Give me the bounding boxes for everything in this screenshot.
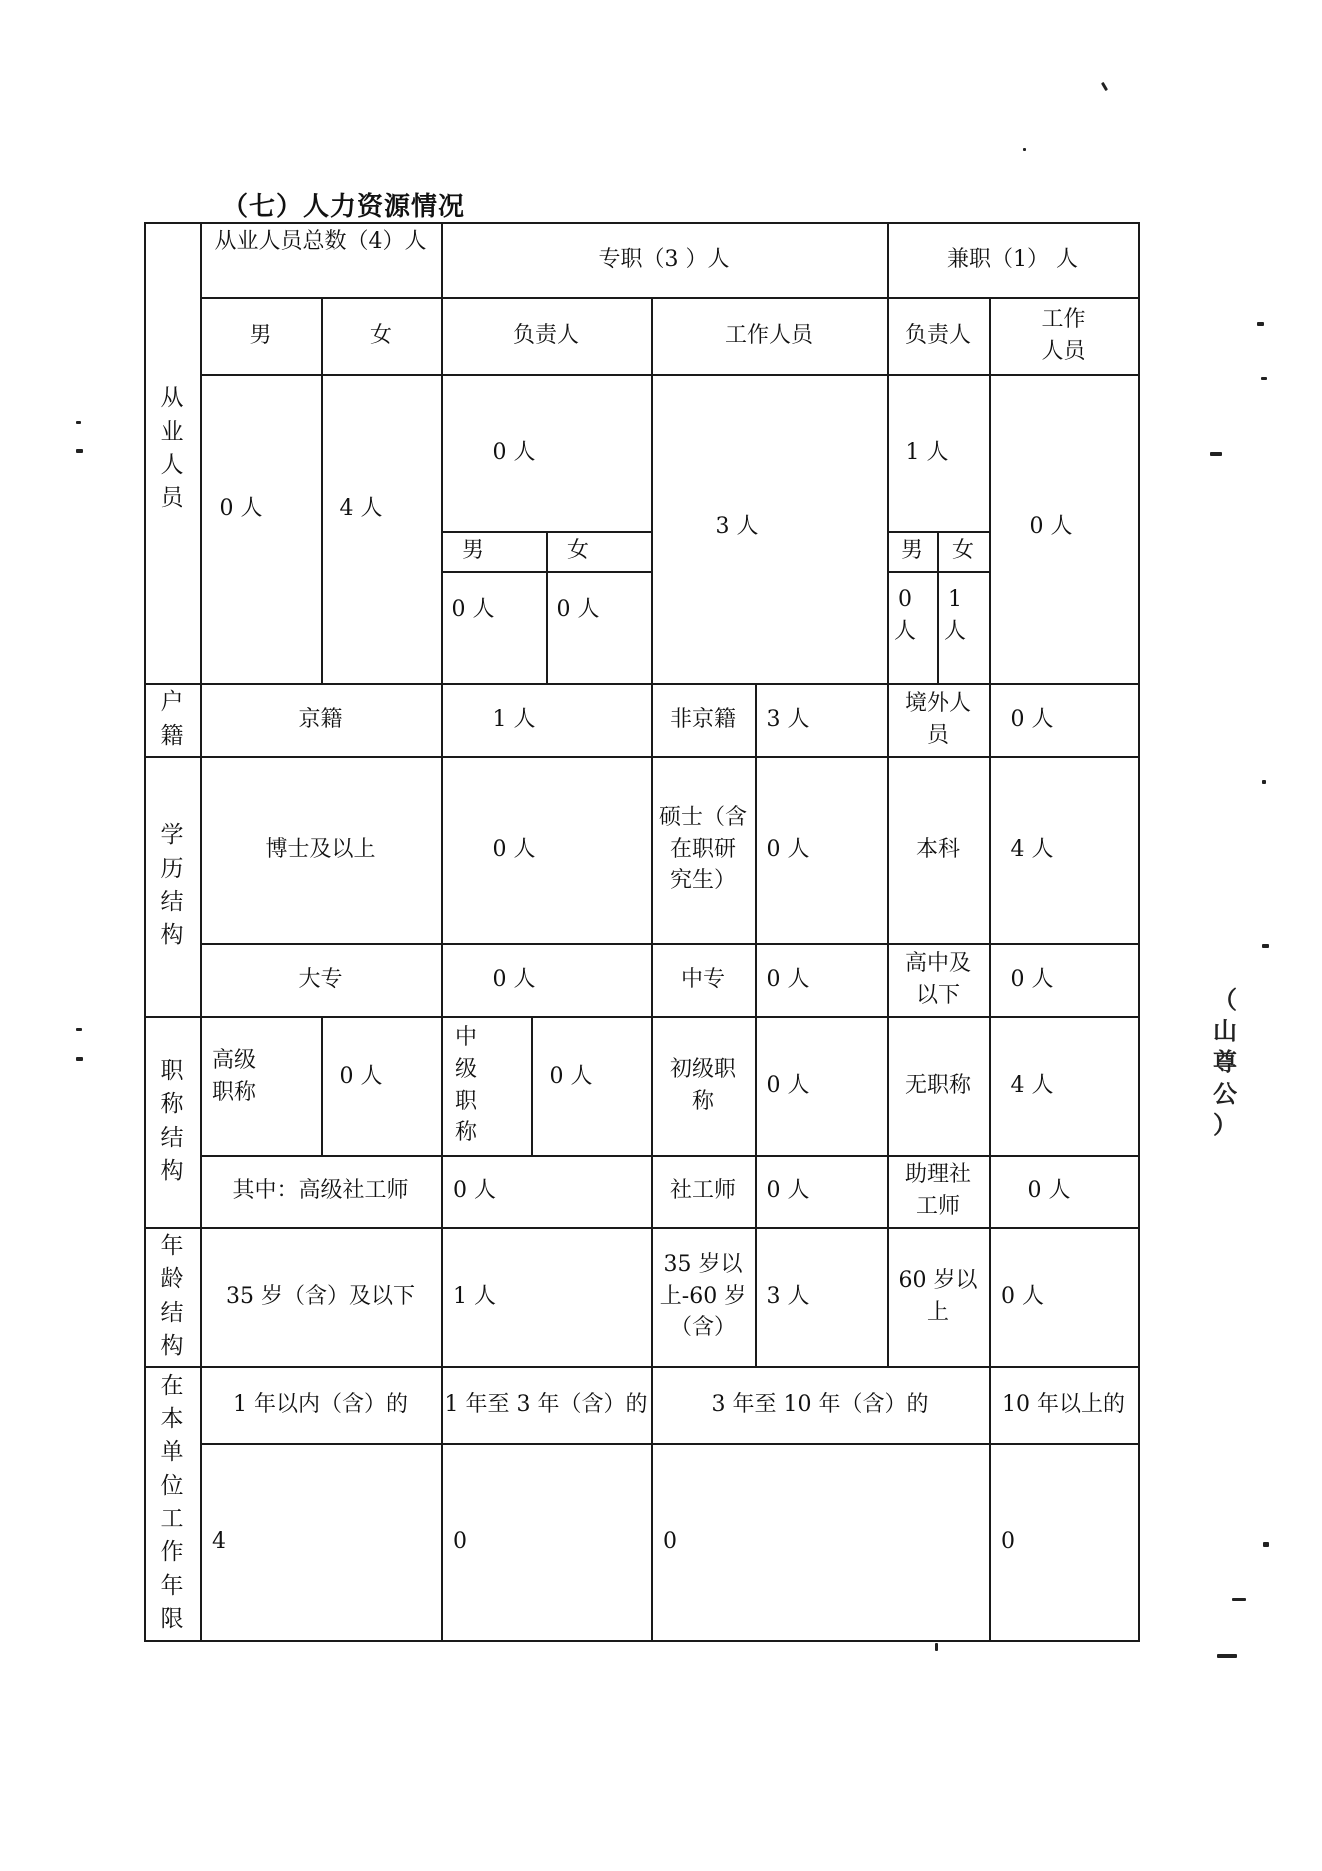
title-middle-label: 中 级 职 称 [454,1024,477,1146]
age-35to60-value: 3 人 [766,1283,810,1309]
edu-bachelor-value: 4 人 [1010,836,1054,862]
edu-bachelor-label: 本科 [915,836,960,862]
staff-male-label: 男 [249,322,272,348]
huji-nonbeijing-value: 3 人 [766,706,810,732]
rule [1138,222,1140,1642]
ft-leader-male-label: 男 [461,538,484,564]
category-education: 学 历 结 构 [160,822,184,949]
ft-leader-value: 0 人 [492,439,536,465]
section-title: （七）人力资源情况 [222,192,466,222]
title-none-value: 4 人 [1010,1072,1054,1098]
scan-speck [1263,1542,1269,1547]
scan-speck [1262,780,1266,784]
category-title: 职 称 结 构 [160,1057,184,1184]
pt-leader-female-value: 1 人 [943,587,966,644]
tenure-1to3-label: 1 年至 3 年（含）的 [444,1391,648,1417]
age-under35-label: 35 岁（含）及以下 [226,1283,415,1309]
category-tenure: 在 本 单 位 工 作 年 限 [160,1372,184,1633]
pt-leader-female-label: 女 [951,538,974,564]
scan-speck [935,1643,938,1651]
edu-phd-value: 0 人 [492,836,536,862]
tenure-gt10-value: 0 [1001,1528,1015,1554]
title-asst-sw-value: 0 人 [1027,1178,1071,1204]
staff-male-value: 0 人 [219,496,263,522]
huji-overseas-label: 境外人 员 [904,690,971,748]
tenure-gt10-label: 10 年以上的 [1002,1391,1125,1417]
staff-female-label: 女 [369,322,392,348]
title-none-label: 无职称 [904,1072,971,1098]
huji-beijing-label: 京籍 [298,706,343,732]
title-sw-label: 社工师 [669,1178,736,1204]
scan-speck [76,1028,82,1031]
title-asst-sw-label: 助理社 工师 [904,1162,971,1219]
staff-fulltime: 专职（3 ）人 [598,246,730,272]
scan-speck [76,421,81,424]
tenure-3to10-value: 0 [663,1528,677,1554]
edu-highschool-label: 高中及 以下 [904,950,971,1008]
tenure-lt1-value: 4 [212,1528,226,1554]
scan-speck [1023,148,1026,151]
category-age: 年 龄 结 构 [160,1232,184,1359]
ft-leader-female-value: 0 人 [556,597,600,623]
edu-master-value: 0 人 [766,836,810,862]
edu-college-label: 大专 [298,966,343,992]
partial-seal: （ 山 尊 公 ） [1213,986,1237,1139]
tenure-lt1-label: 1 年以内（含）的 [233,1391,408,1417]
age-under35-value: 1 人 [453,1283,496,1309]
tenure-1to3-value: 0 [453,1528,467,1554]
ft-leader-female-label: 女 [566,538,589,564]
scan-speck [1262,944,1269,948]
title-sw-value: 0 人 [766,1178,810,1204]
scan-speck [1210,452,1222,456]
category-staff: 从 业 人 员 [160,385,184,512]
age-35to60-label: 35 岁以 上-60 岁 （含） [659,1251,747,1341]
huji-beijing-value: 1 人 [492,706,536,732]
huji-nonbeijing-label: 非京籍 [669,706,736,732]
title-middle-value: 0 人 [549,1063,593,1089]
scan-speck [1261,377,1267,380]
huji-overseas-value: 0 人 [1010,706,1054,732]
tenure-3to10-label: 3 年至 10 年（含）的 [711,1391,929,1417]
title-senior-label: 高级 职称 [212,1047,257,1105]
pt-worker-value: 0 人 [1029,513,1073,539]
pt-leader-male-label: 男 [900,538,923,564]
age-over60-value: 0 人 [1001,1283,1044,1309]
staff-female-value: 4 人 [339,496,383,522]
title-senior-value: 0 人 [339,1063,383,1089]
edu-master-label: 硕士（含 在职研 究生） [658,804,747,894]
scan-speck [1232,1598,1246,1601]
ft-worker-value: 3 人 [715,513,759,539]
title-junior-value: 0 人 [766,1072,810,1098]
ft-worker-label: 工作人员 [724,322,813,348]
pt-worker-label: 工作 人员 [1041,306,1086,364]
ft-leader-label: 负责人 [512,322,579,348]
title-senior-sw-value: 0 人 [453,1178,496,1204]
scan-speck [76,1057,83,1061]
edu-phd-label: 博士及以上 [265,836,376,862]
scan-speck [1217,1654,1237,1658]
age-over60-label: 60 岁以 上 [898,1267,978,1325]
title-junior-label: 初级职 称 [669,1056,736,1114]
pt-leader-label: 负责人 [904,322,971,348]
edu-highschool-value: 0 人 [1010,966,1054,992]
title-senior-sw-label: 其中：高级社工师 [232,1178,409,1204]
staff-parttime: 兼职（1） 人 [947,246,1078,272]
pt-leader-value: 1 人 [905,439,949,465]
scan-speck [76,449,83,453]
edu-tech-value: 0 人 [766,966,810,992]
category-huji: 户 籍 [160,689,184,749]
staff-total: 从业人员总数（4）人 [214,229,427,255]
pt-leader-male-value: 0 人 [893,587,916,644]
scan-speck [1257,322,1264,326]
edu-college-value: 0 人 [492,966,536,992]
ft-leader-male-value: 0 人 [451,597,495,623]
edu-tech-label: 中专 [680,966,725,992]
